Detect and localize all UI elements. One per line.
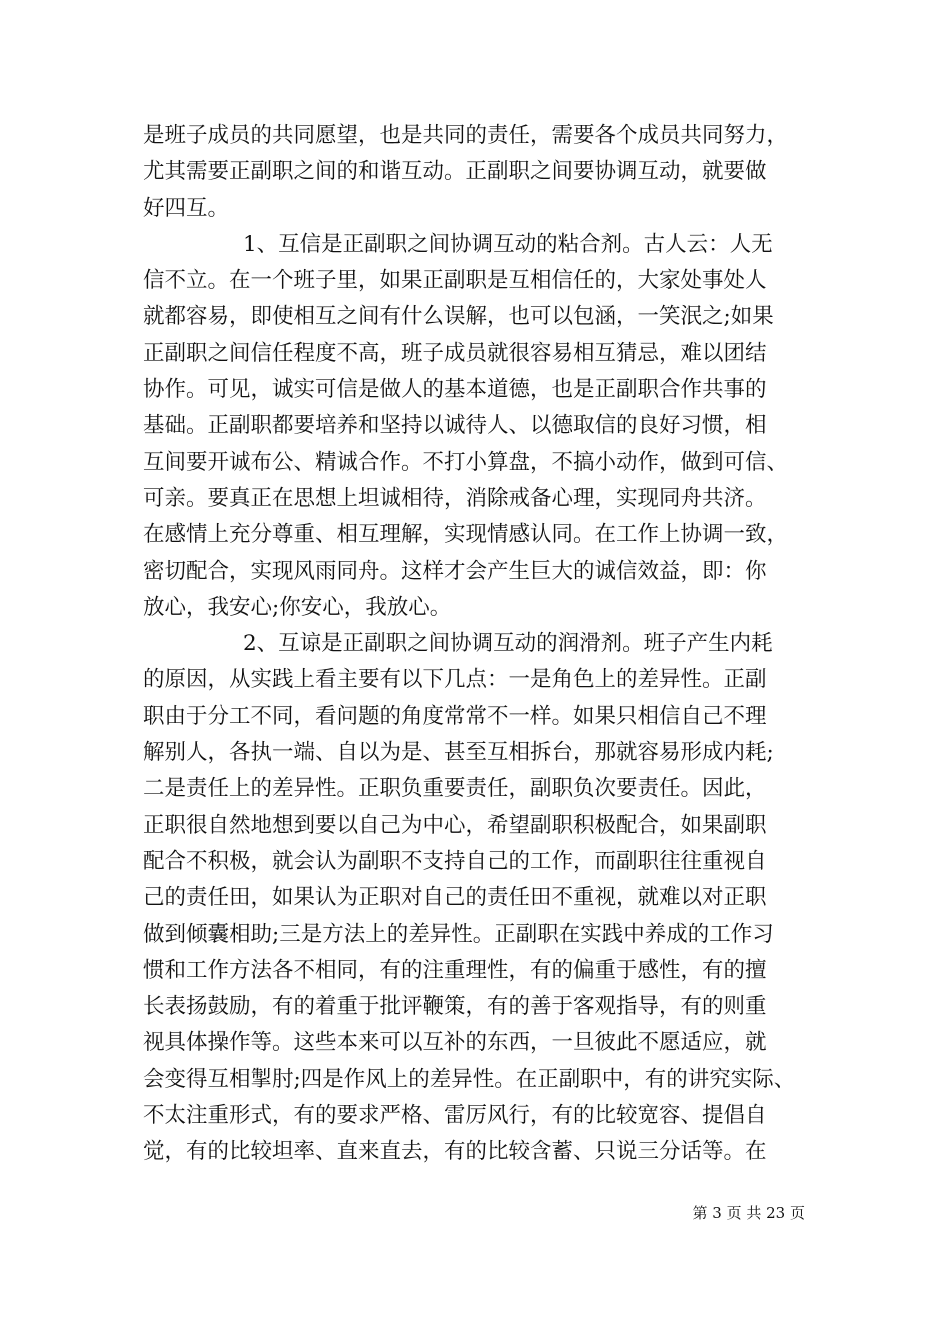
text-line: 的原因，从实践上看主要有以下几点：一是角色上的差异性。正副 <box>143 667 767 693</box>
text-line: 密切配合，实现风雨同舟。这样才会产生巨大的诚信效益，即：你 <box>143 558 767 584</box>
text-line: 己的责任田，如果认为正职对自己的责任田不重视，就难以对正职 <box>143 885 767 911</box>
text-line: 解别人，各执一端、自以为是、甚至互相拆台，那就容易形成内耗; <box>143 740 774 766</box>
text-line: 就都容易，即使相互之间有什么误解，也可以包涵，一笑泯之;如果 <box>143 304 774 330</box>
text-line: 协作。可见，诚实可信是做人的基本道德，也是正副职合作共事的 <box>143 377 767 403</box>
text-line: 信不立。在一个班子里，如果正副职是互相信任的，大家处事处人 <box>143 268 767 294</box>
text-line: 互间要开诚布公、精诚合作。不打小算盘，不搞小动作，做到可信、 <box>143 449 789 475</box>
text-line: 做到倾囊相助;三是方法上的差异性。正副职在实践中养成的工作习 <box>143 921 774 947</box>
text-line: 是班子成员的共同愿望，也是共同的责任，需要各个成员共同努力， <box>143 123 789 148</box>
text-line: 正职很自然地想到要以自己为中心，希望副职积极配合，如果副职 <box>143 812 767 838</box>
text-line: 会变得互相掣肘;四是作风上的差异性。在正副职中，有的讲究实际、 <box>143 1066 796 1092</box>
text-line: 觉，有的比较坦率、直来直去，有的比较含蓄、只说三分话等。在 <box>143 1139 767 1165</box>
text-line: 正副职之间信任程度不高，班子成员就很容易相互猜忌，难以团结 <box>143 340 767 366</box>
text-line: 职由于分工不同，看问题的角度常常不一样。如果只相信自己不理 <box>143 703 767 729</box>
text-line: 惯和工作方法各不相同，有的注重理性，有的偏重于感性，有的擅 <box>143 957 767 983</box>
text-line: 不太注重形式，有的要求严格、雷厉风行，有的比较宽容、提倡自 <box>143 1103 767 1129</box>
text-line: 尤其需要正副职之间的和谐互动。正副职之间要协调互动，就要做 <box>143 159 767 185</box>
text-line: 配合不积极，就会认为副职不支持自己的工作，而副职往往重视自 <box>143 848 767 874</box>
text-line: 基础。正副职都要培养和坚持以诚待人、以德取信的良好习惯，相 <box>143 413 767 439</box>
page-number: 第 3 页 共 23 页 <box>692 1204 805 1222</box>
text-line: 放心，我安心;你安心，我放心。 <box>143 594 452 620</box>
text-line: 二是责任上的差异性。正职负重要责任，副职负次要责任。因此， <box>143 776 767 802</box>
text-line: 好四互。 <box>143 195 230 221</box>
text-line: 在感情上充分尊重、相互理解，实现情感认同。在工作上协调一致， <box>143 522 789 548</box>
body-text <box>143 118 815 1171</box>
text-line: 可亲。要真正在思想上坦诚相待，消除戒备心理，实现同舟共济。 <box>143 485 767 511</box>
paragraph-start-line: 1、互信是正副职之间协调互动的粘合剂。古人云：人无 <box>243 231 773 257</box>
text-line: 视具体操作等。这些本来可以互补的东西，一旦彼此不愿适应，就 <box>143 1030 767 1056</box>
paragraph-start-line: 2、互谅是正副职之间协调互动的润滑剂。班子产生内耗 <box>243 631 773 657</box>
text-line: 长表扬鼓励，有的着重于批评鞭策，有的善于客观指导，有的则重 <box>143 994 767 1020</box>
